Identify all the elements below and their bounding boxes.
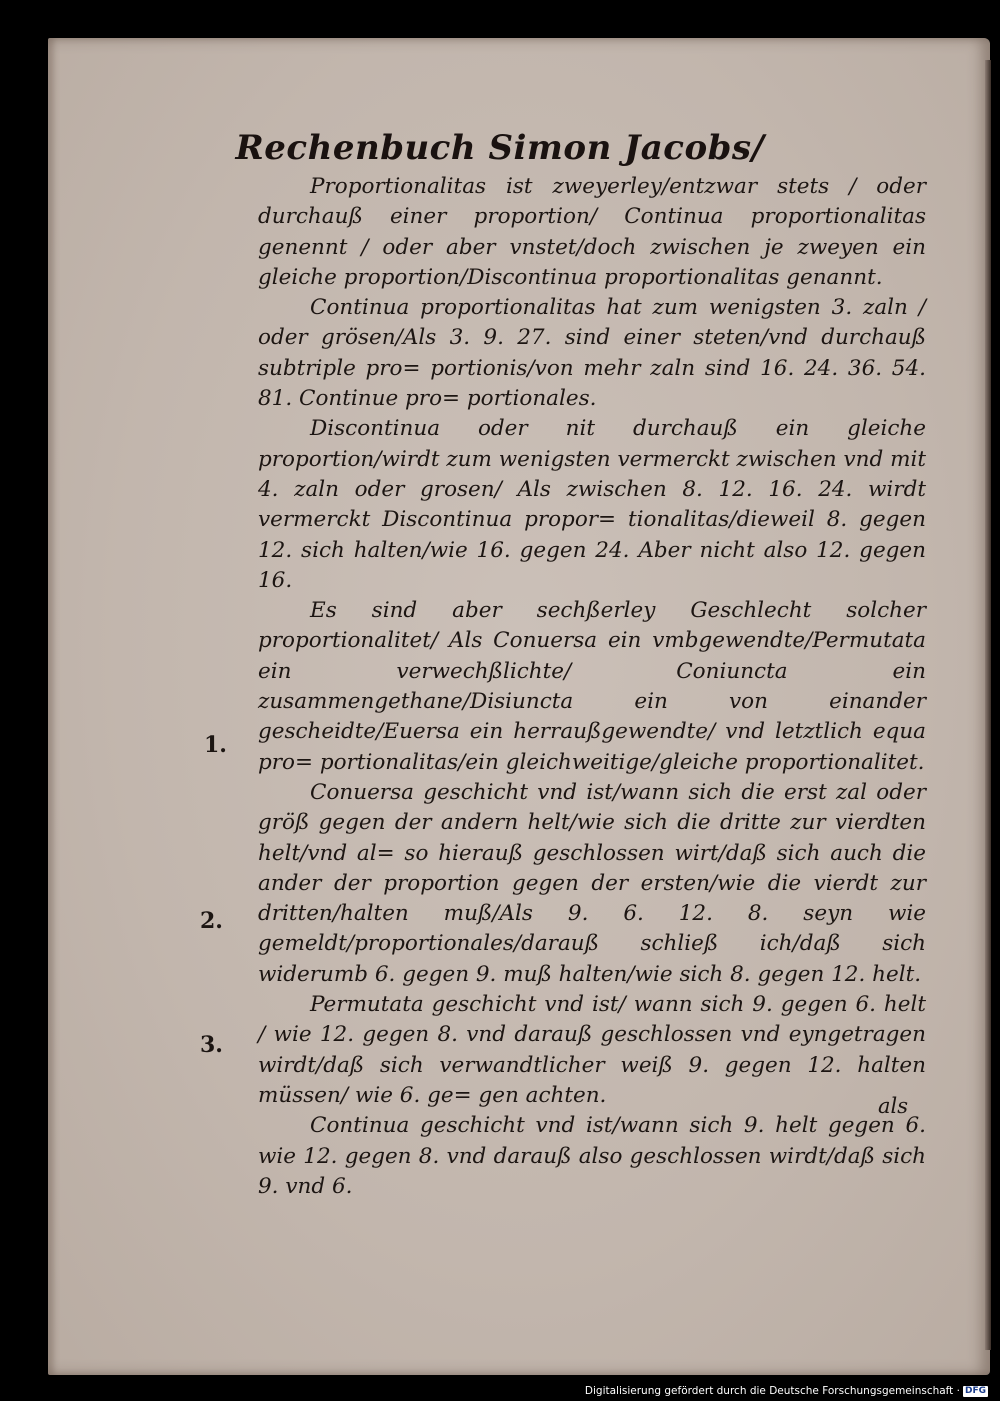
paragraph-6: Permutata geschicht vnd ist/ wann sich 9. gegen 6. helt / wie 12. gegen 8. vnd darauß geschlossen vnd eyngetragen wirdt/daß sich verwandtlicher weiß 9. gegen 12. halten müssen/ wie 6. ge= gen achten. bbox=[258, 992, 926, 1108]
paragraph-7: Continua geschicht vnd ist/wann sich 9. helt gegen 6. wie 12. gegen 8. vnd darauß also geschlossen wirdt/daß sich 9. vnd 6. bbox=[258, 1113, 926, 1199]
paragraph-2: Continua proportionalitas hat zum wenigsten 3. zaln / oder grösen/Als 3. 9. 27. sind einer steten/vnd durchauß subtriple pro= portionis/von mehr zaln sind 16. 24. 36. 54. 81. Continue pro= portionales. bbox=[258, 295, 926, 412]
paragraph-3: Discontinua oder nit durchauß ein gleiche proportion/wirdt zum wenigsten vermerckt zwischen vnd mit 4. zaln oder grosen/ Als zwischen 8. 12. 16. 24. wirdt vermerckt Discontinua propor= tionalitas/dieweil 8. gegen 12. sich halten/wie 16. gegen 24. Aber nicht also 12. gegen 16. bbox=[258, 416, 926, 593]
catchword: als bbox=[878, 1094, 909, 1118]
margin-number-2: 2. bbox=[200, 908, 223, 934]
footer bbox=[585, 1385, 988, 1397]
margin-number-1: 1. bbox=[204, 732, 227, 758]
dfg-logo: DFG bbox=[964, 1385, 986, 1396]
paragraph-4: Es sind aber sechßerley Geschlecht solcher proportionalitet/ Als Conuersa ein vmbgewendte/Permutata ein verwechßlichte/ Coniuncta ein zusammengethane/Disiuncta ein von einander gescheidte/Euersa ein herraußgewendte/ vnd letztlich equa pro= portionalitas/ein gleichweitige/gleiche proportionalitet. bbox=[258, 598, 926, 775]
paragraph-5: Conuersa geschicht vnd ist/wann sich die erst zal oder größ gegen der andern helt/wie sich die dritte zur vierdten helt/vnd al= so hierauß geschlossen wirt/daß sich auch die ander der proportion gegen der ersten/wie die vierdt zur dritten/halten muß/Als 9. 6. 12. 8. seyn wie gemeldt/proportionales/darauß schließ ich/daß sich widerumb 6. gegen 9. muß halten/wie sich 8. gegen 12. helt. bbox=[258, 779, 926, 987]
footer-text: Digitalisierung gefördert durch die Deutsche Forschungsgemeinschaft · bbox=[584, 1385, 960, 1397]
running-header: Rechenbuch Simon Jacobs/ bbox=[235, 128, 765, 168]
page-edge bbox=[985, 60, 991, 1350]
margin-number-3: 3. bbox=[200, 1032, 223, 1058]
paragraph-1: Proportionalitas ist zweyerley/entzwar stets / oder durchauß einer proportion/ Continua proportionalitas genennt / oder aber vnstet/doch zwischen je zweyen ein gleiche proportion/Discontinua proportionalitas genannt. bbox=[258, 174, 926, 290]
body-text bbox=[258, 172, 926, 1202]
